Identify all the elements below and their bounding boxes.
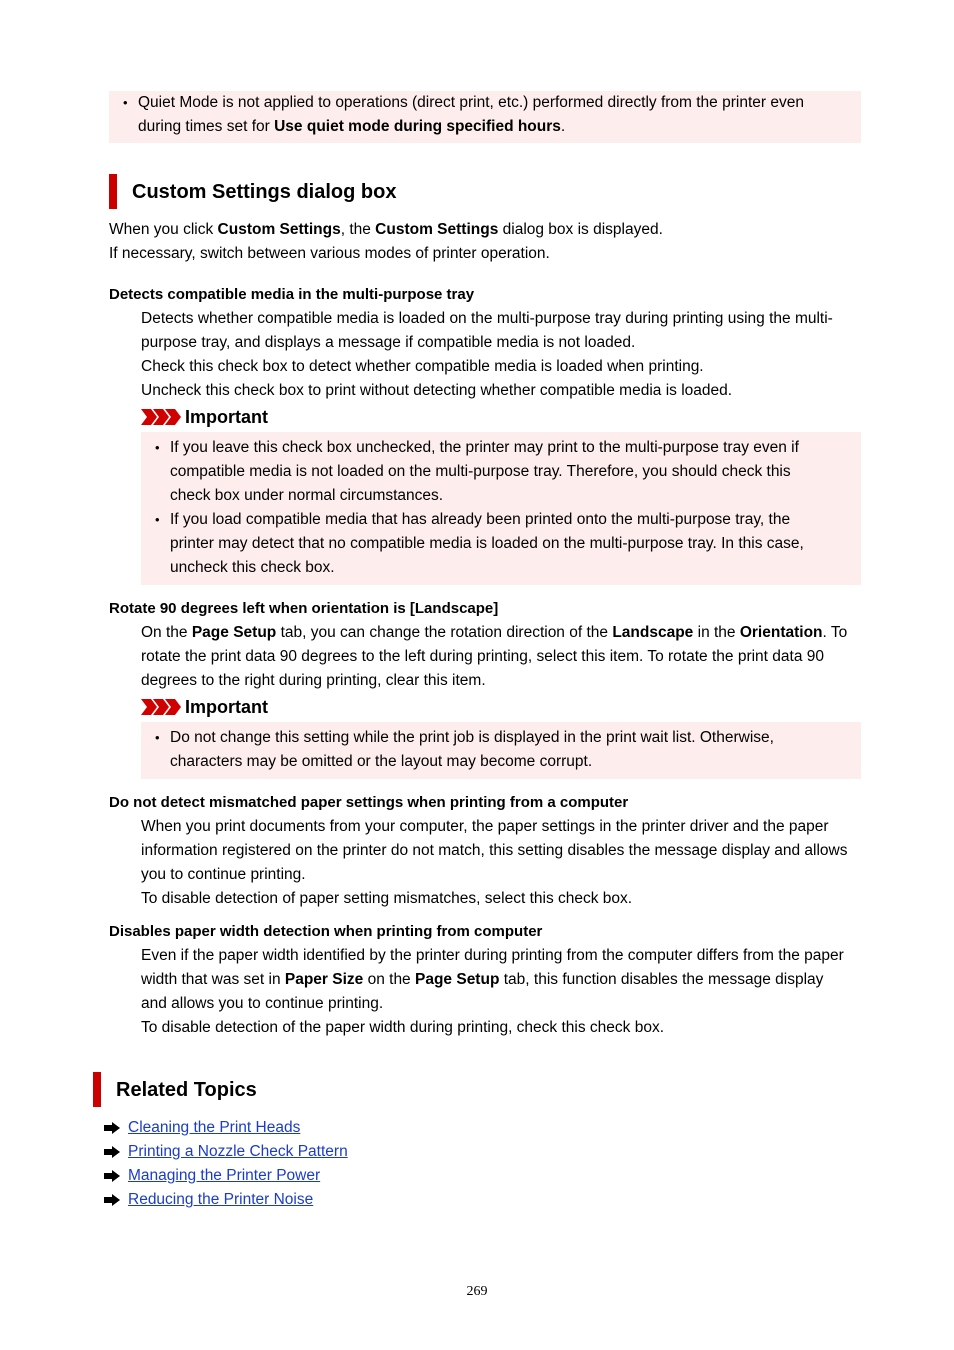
arrow-right-icon xyxy=(104,1194,120,1206)
related-link-item xyxy=(104,1188,313,1212)
important-box-detect xyxy=(141,432,861,585)
arrow-right-icon xyxy=(104,1146,120,1158)
note-item: • Quiet Mode is not applied to operations (direct print, etc.) performed directly from the printer even during times set for Use quiet mode during specified hours. xyxy=(109,91,838,139)
important-heading: Important xyxy=(141,696,268,718)
term-detect-media: Detects compatible media in the multi-purpose tray xyxy=(109,286,475,303)
term-mismatch: Do not detect mismatched paper settings when printing from a computer xyxy=(109,794,629,811)
heading-bar xyxy=(93,1072,101,1107)
important-item: • If you leave this check box unchecked, the printer may print to the multi-purpose tray even if compatible media is not loaded on the multi-purpose tray. Therefore, you should check this check box under normal circumstances. xyxy=(141,436,830,508)
important-item: • Do not change this setting while the print job is displayed in the print wait list. Otherwise, characters may be omitted or the layout may become corrupt. xyxy=(141,726,810,774)
desc-paper-width: Even if the paper width identified by the printer during printing from the computer differs from the paper width that was set in Paper Size on the Page Setup tab, this function disables the message display and allows you to continue printing. To disable detection of the paper width during printing, check this check box. xyxy=(141,947,844,1036)
arrow-right-icon xyxy=(104,1122,120,1134)
custom-intro: When you click Custom Settings, the Custom Settings dialog box is displayed. If necessary, switch between various modes of printer operation. xyxy=(109,221,663,262)
heading-bar xyxy=(109,174,117,209)
section-heading-related: Related Topics xyxy=(116,1079,257,1101)
important-item: • If you load compatible media that has already been printed onto the multi-purpose tray, the printer may detect that no compatible media is loaded on the multi-purpose tray. In this case, uncheck this check box. xyxy=(141,508,835,580)
related-link-item xyxy=(104,1116,300,1140)
page-number: 269 xyxy=(466,1284,488,1299)
term-rotate: Rotate 90 degrees left when orientation is [Landscape] xyxy=(109,600,499,617)
link-printer-power[interactable]: Managing the Printer Power xyxy=(128,1167,321,1184)
link-printer-noise[interactable]: Reducing the Printer Noise xyxy=(128,1191,314,1208)
link-cleaning-print-heads[interactable]: Cleaning the Print Heads xyxy=(128,1119,301,1136)
related-link-item xyxy=(104,1164,320,1188)
important-heading: Important xyxy=(141,406,268,428)
quiet-mode-note xyxy=(109,91,861,143)
related-link-item xyxy=(104,1140,348,1164)
desc-rotate: On the Page Setup tab, you can change the rotation direction of the Landscape in the Orientation. To rotate the print data 90 degrees to the left during printing, select this item. To rotate the print data 90 degrees to the right during printing, clear this item. xyxy=(141,624,848,689)
important-icon xyxy=(141,699,181,715)
important-icon xyxy=(141,409,181,425)
desc-detect-media: Detects whether compatible media is loaded on the multi-purpose tray during printing using the multi-purpose tray, and displays a message if compatible media is not loaded. Check this check box to detect whether compatible media is loaded when printing. Uncheck this check box to print without detecting whether compatible media is loaded. xyxy=(141,310,833,399)
term-paper-width: Disables paper width detection when printing from computer xyxy=(109,923,543,940)
desc-mismatch: When you print documents from your computer, the paper settings in the printer driver and the paper information registered on the printer do not match, this setting disables the message display and allows you to continue printing. To disable detection of paper setting mismatches, select this check box. xyxy=(141,818,848,907)
important-box-rotate xyxy=(141,722,861,779)
section-heading-custom: Custom Settings dialog box xyxy=(132,181,397,203)
arrow-right-icon xyxy=(104,1170,120,1182)
link-nozzle-check[interactable]: Printing a Nozzle Check Pattern xyxy=(128,1143,348,1160)
